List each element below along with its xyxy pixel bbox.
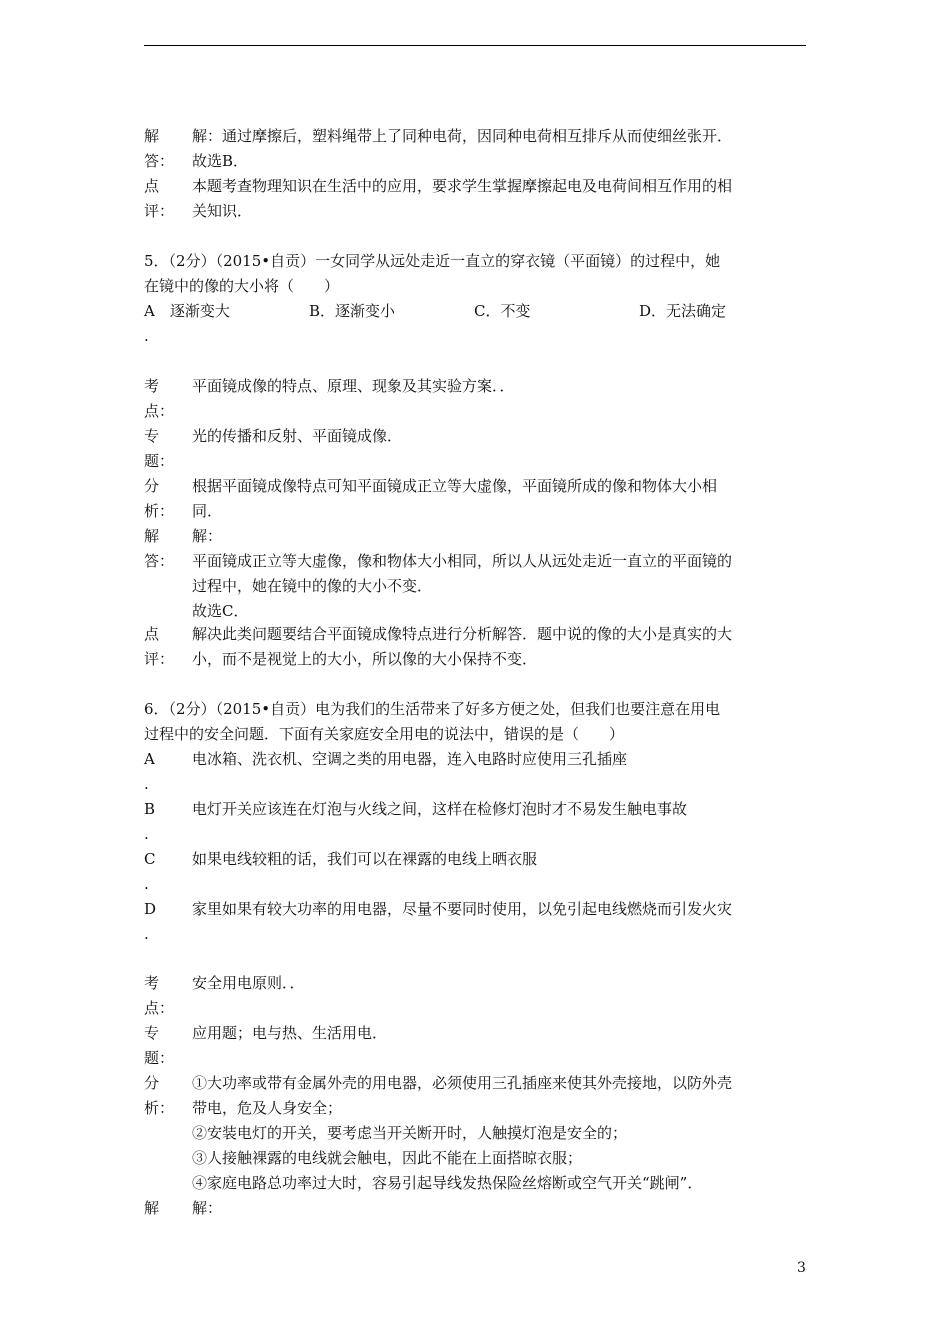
q5-dianping: 点 评： 解决此类问题要结合平面镜成像特点进行分析解答．题中说的像的大小是真实的大 小，而不是视觉上的大小，所以像的大小保持不变． [144,625,733,668]
q6-options: A 电冰箱、洗衣机、空调之类的用电器，连入电路时应使用三孔插座 . B 电灯开关应该连在灯泡与火线之间，这样在检修灯泡时才不易发生触电事故 . C 如果电线较粗的话，我们可以在裸露的电线上晒衣服 . D 家里如果有较大功率的用电器，尽量不要同时使用，以免引起电线燃烧而引发火灾 . [144,747,806,947]
prev-solution-comment: 点 评： 本题考查物理知识在生活中的应用，要求学生掌握摩擦起电及电荷间相互作用的相 关知识． [144,174,806,224]
q5-jieda: 解 答： 解： 平面镜成正立等大虚像，像和物体大小相同，所以人从远处走近一直立的平面镜的 过程中，她在镜中的像的大小不变． 故选C． [144,527,733,620]
q5-stem: 5．（2分）（2015•自贡）一女同学从远处走近一直立的穿衣镜（平面镜）的过程中，她 在镜中的像的大小将（ ） [144,252,721,295]
page-number: 3 [797,1260,806,1276]
q5-fenxi: 分 析： 根据平面镜成像特点可知平面镜成正立等大虚像，平面镜所成的像和物体大小相 同． [144,477,718,520]
prev-solution-answer: 解 答： 解：通过摩擦后，塑料绳带上了同种电荷，因同种电荷相互排斥从而使细丝张开． 故选B． [144,124,806,174]
comment-label: 点 评： [144,177,175,220]
q5-kaodian: 考 点： 平面镜成像的特点、原理、现象及其实验方案．． [144,377,515,420]
q6-option-c: C 如果电线较粗的话，我们可以在裸露的电线上晒衣服 [144,850,538,868]
answer-label: 解 答： [144,127,175,170]
q5-option-c: C．不变 [474,302,531,320]
q6-option-a: A 电冰箱、洗衣机、空调之类的用电器，连入电路时应使用三孔插座 [144,750,628,768]
q5-options: A 逐渐变大 B．逐渐变小 C．不变 D．无法确定 . [144,299,806,349]
q6-jieda: 解 解： [144,1199,223,1217]
header-rule [144,45,806,46]
q5-option-a: A 逐渐变大 [144,302,230,320]
q6-stem: 6．（2分）（2015•自贡）电为我们的生活带来了好多方便之处，但我们也要注意在用电 过程中的安全问题．下面有关家庭安全用电的说法中，错误的是（ ） [144,700,721,743]
q5-option-d: D．无法确定 [639,302,727,320]
q5-zhuanti: 专 题： 光的传播和反射、平面镜成像． [144,427,403,470]
q6-option-d: D 家里如果有较大功率的用电器，尽量不要同时使用，以免引起电线燃烧而引发火灾 [144,900,733,918]
q6-fenxi: 分 析： ①大功率或带有金属外壳的用电器，必须使用三孔插座来使其外壳接地，以防外壳 带电，危及人身安全； ②安装电灯的开关，要考虑当开关断开时，人触摸灯泡是安全的； ③人接触裸露的电线就会触电，因此不能在上面搭晾衣服； ④家庭电路总功率过大时，容易引起导线发热保险丝熔断或空气开关“跳闸”． [144,1074,733,1192]
q6-kaodian: 考 点： 安全用电原则．． [144,974,305,1017]
q5-option-b: B．逐渐变小 [309,302,396,320]
q6-zhuanti: 专 题： 应用题；电与热、生活用电． [144,1024,388,1067]
q6-option-b: B 电灯开关应该连在灯泡与火线之间，这样在检修灯泡时才不易发生触电事故 [144,800,688,818]
